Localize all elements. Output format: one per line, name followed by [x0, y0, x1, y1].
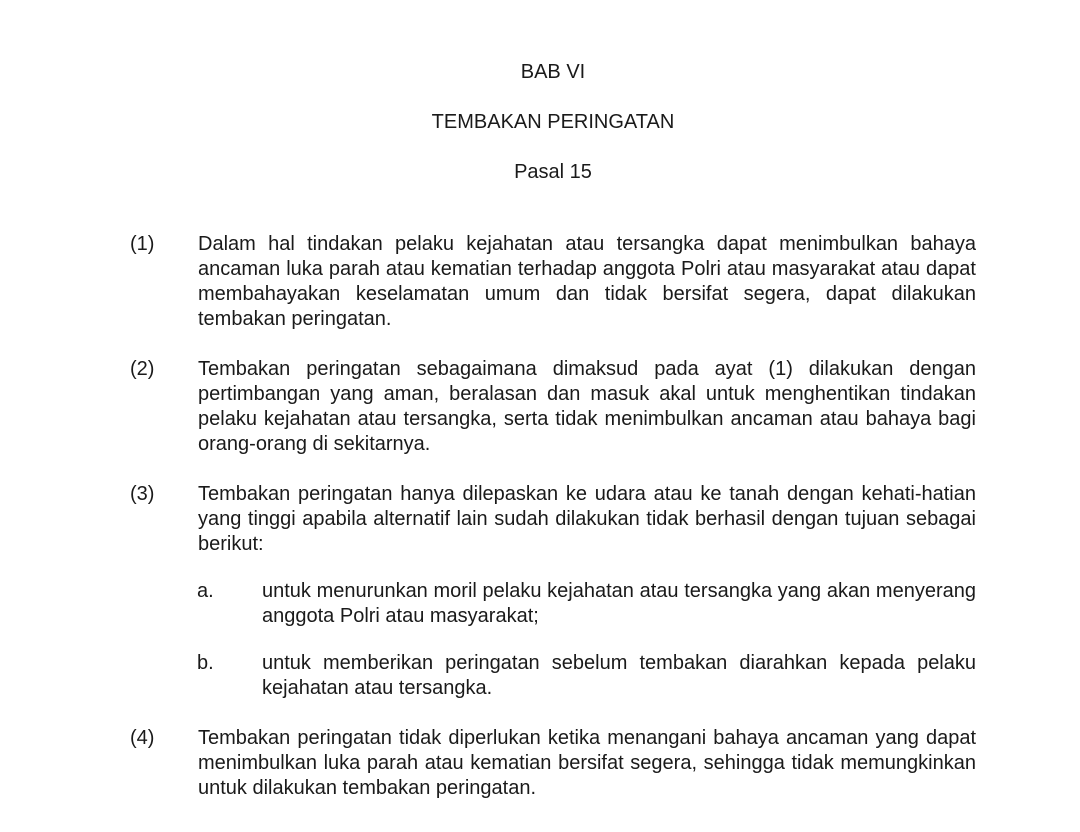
clause-number: (2): [130, 358, 155, 380]
item-letter: a.: [197, 580, 214, 602]
clause-number: (4): [130, 727, 155, 749]
clause-text: Tembakan peringatan hanya dilepaskan ke udara atau ke tanah dengan kehati-hatian yang tinggi apabila alternatif lain sudah dilakukan tidak berhasil dengan tujuan sebagai berikut:: [198, 483, 976, 555]
item-text: untuk memberikan peringatan sebelum tembakan diarahkan kepada pelaku kejahatan atau tersangka.: [262, 652, 976, 699]
article-heading: Pasal 15: [514, 161, 592, 183]
chapter-heading: BAB VI: [520, 61, 586, 83]
clause-number: (1): [130, 233, 155, 255]
chapter-title: TEMBAKAN PERINGATAN: [431, 111, 675, 133]
item-letter: b.: [197, 652, 214, 674]
clause-text: Dalam hal tindakan pelaku kejahatan atau tersangka dapat menimbulkan bahaya ancaman luka parah atau kematian terhadap anggota Polri atau masyarakat atau dapat membahayakan keselamatan umum dan tidak bersifat segera, dapat dilakukan tembakan peringatan.: [198, 233, 976, 330]
clause-number: (3): [130, 483, 155, 505]
clause-text: Tembakan peringatan sebagaimana dimaksud pada ayat (1) dilakukan dengan pertimbangan yang aman, beralasan dan masuk akal untuk menghentikan tindakan pelaku kejahatan atau tersangka, serta tidak menimbulkan ancaman atau bahaya bagi orang-orang di sekitarnya.: [198, 358, 976, 455]
item-text: untuk menurunkan moril pelaku kejahatan atau tersangka yang akan menyerang anggota Polri atau masyarakat;: [262, 580, 976, 627]
clause-text: Tembakan peringatan tidak diperlukan ketika menangani bahaya ancaman yang dapat menimbulkan luka parah atau kematian bersifat segera, sehingga tidak memungkinkan untuk dilakukan tembakan peringatan.: [198, 727, 976, 799]
